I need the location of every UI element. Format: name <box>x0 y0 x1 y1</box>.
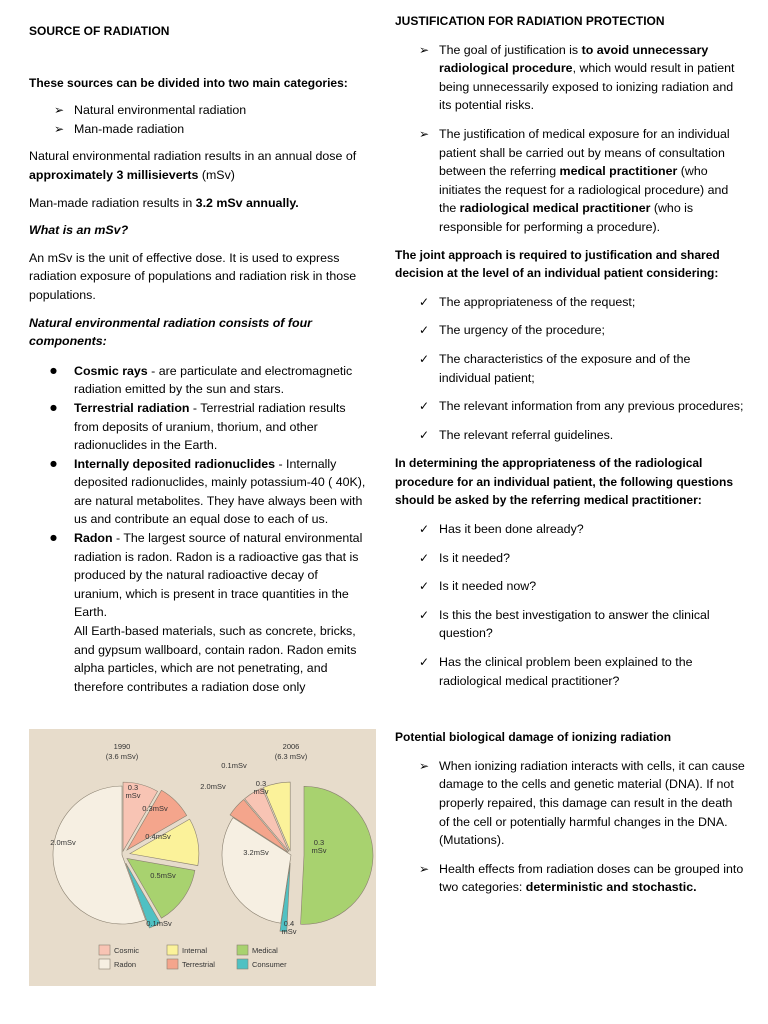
list-item: ➢ Natural environmental radiation <box>74 101 369 120</box>
pie-title: 2006 <box>282 742 300 751</box>
section-title: SOURCE OF RADIATION <box>29 24 170 38</box>
data-label: 0.3 <box>127 783 139 792</box>
pie-charts <box>29 729 376 986</box>
legend-label: Medical <box>252 946 278 955</box>
term: Radon <box>74 531 113 546</box>
data-label: 0.5mSv <box>150 871 176 880</box>
manmade-dose-paragraph <box>29 194 369 213</box>
term: Internally deposited radionuclides <box>74 456 276 471</box>
list-item <box>439 125 745 237</box>
pie-slice-medical <box>301 786 373 924</box>
joint-list <box>439 293 745 445</box>
legend-swatch-internal <box>167 945 178 955</box>
msv-answer: An mSv is the unit of effective dose. It is used to express radiation exposure of populations and radiation risk in those populations. <box>29 250 357 302</box>
left-column <box>29 22 369 696</box>
list-item: ✓ The relevant information from any previous procedures; <box>439 397 745 416</box>
desc: - are particulate and electromagnetic radiation emitted by the sun and stars. <box>74 363 353 397</box>
categories-heading: These sources can be divided into two main categories: <box>29 75 348 90</box>
data-label: 0.1mSv <box>221 761 247 770</box>
radon-extra: All Earth-based materials, such as concrete, bricks, and gypsum wallboard, contain radon. Radon emits alpha particles, which are not penetrating, and therefore contributes a radiation dose only <box>74 624 357 694</box>
right-column <box>395 12 745 897</box>
data-label: mSv <box>281 927 297 936</box>
joint-heading: The joint approach is required to justification and shared decision at the level of an individual patient considering: <box>395 247 720 281</box>
natural-dose-paragraph <box>29 147 369 184</box>
list-item: ✓ Has it been done already? <box>439 520 745 539</box>
list-item <box>74 399 369 455</box>
list-item: ✓ The urgency of the procedure; <box>439 321 745 340</box>
list-item <box>74 529 369 696</box>
chart-legend <box>99 945 287 969</box>
categories-list <box>74 101 369 138</box>
appropriateness-heading: In determining the appropriateness of the radiological procedure for an individual patient, the following questions should be asked by the referring medical practitioner: <box>395 456 734 508</box>
list-item: ✓ The characteristics of the exposure and of the individual patient; <box>439 350 745 387</box>
text: Natural environmental radiation results in an annual dose of <box>29 149 357 164</box>
legend-label: Consumer <box>252 960 287 969</box>
data-label: 0.4mSv <box>145 832 171 841</box>
data-label: mSv <box>253 787 269 796</box>
data-label: 0.3 <box>313 838 325 847</box>
list-item: ✓ Has the clinical problem been explained to the radiological medical practitioner? <box>439 653 745 690</box>
desc: - Internally deposited radionuclides, mainly potassium-40 ( 40K), are natural metabolites. They have always been with us and contribute an equal dose to each of us. <box>74 456 366 527</box>
text: The justification of medical exposure for an individual patient shall be carried out by means of consultation between the referring <box>439 126 730 179</box>
components-list <box>74 362 369 697</box>
text: The goal of justification is <box>439 42 582 57</box>
list-item: ✓ Is this the best investigation to answer the clinical question? <box>439 606 745 643</box>
data-label: 0.1mSv <box>146 919 172 928</box>
msv-question: What is an mSv? <box>29 223 129 238</box>
list-item <box>74 455 369 529</box>
desc: - Terrestrial radiation results from deposits of uranium, thorium, and other radionuclides in the Earth. <box>74 400 346 453</box>
term: Cosmic rays <box>74 363 148 378</box>
justification-list <box>439 41 745 237</box>
emphasis: 3.2 mSv annually. <box>195 195 299 210</box>
emphasis: radiological medical practitioner <box>459 201 651 216</box>
term: Terrestrial radiation <box>74 400 190 415</box>
text: Health effects from radiation doses can be grouped into two categories: <box>439 861 744 895</box>
emphasis: deterministic and stochastic. <box>525 880 697 895</box>
list-item: ✓ Is it needed? <box>439 549 745 568</box>
pie-subtitle: (3.6 mSv) <box>105 752 139 761</box>
pie-subtitle: (6.3 mSv) <box>274 752 308 761</box>
pie-title: 1990 <box>113 742 131 751</box>
list-item: ➢ Man-made radiation <box>74 120 369 139</box>
legend-swatch-terrestrial <box>167 959 178 969</box>
emphasis: to avoid unnecessary radiological procedure <box>439 42 709 76</box>
questions-list <box>439 520 745 690</box>
legend-label: Cosmic <box>114 946 140 955</box>
legend-swatch-cosmic <box>99 945 110 955</box>
legend-swatch-radon <box>99 959 110 969</box>
list-item <box>439 41 745 115</box>
pie-chart-2006 <box>200 742 373 936</box>
data-label: 0.4 <box>283 919 295 928</box>
legend-swatch-consumer <box>237 959 248 969</box>
components-heading: Natural environmental radiation consists of four components: <box>29 315 312 349</box>
biological-heading: Potential biological damage of ionizing radiation <box>395 730 672 745</box>
desc: - The largest source of natural environmental radiation is radon. Radon is a radioactive gas that is produced by the natural radioactive decay of uranium, which is present in trace quantities in the Earth. <box>74 531 363 620</box>
data-label: 2.0mSv <box>200 782 226 791</box>
data-label: 2.0mSv <box>50 838 76 847</box>
text: (who initiates the request for a radiological procedure) and the <box>439 164 729 216</box>
biological-list <box>439 757 745 897</box>
pie-chart-1990 <box>50 742 199 928</box>
legend-label: Terrestrial <box>182 960 215 969</box>
data-label: 0.3 <box>255 779 267 788</box>
justification-title: JUSTIFICATION FOR RADIATION PROTECTION <box>395 14 665 28</box>
list-item <box>74 362 369 399</box>
emphasis: medical practitioner <box>559 164 678 179</box>
list-item: ✓ The appropriateness of the request; <box>439 293 745 312</box>
data-label: 3.2mSv <box>243 848 269 857</box>
text: , which would result in patient being unnecessarily exposed to ionizing radiation and its potential risks. <box>439 61 735 113</box>
emphasis: approximately 3 millisieverts <box>29 167 199 182</box>
dose-comparison-figure <box>29 729 376 986</box>
legend-label: Internal <box>182 946 208 955</box>
list-item: ✓ Is it needed now? <box>439 577 745 596</box>
text: Man-made radiation results in <box>29 195 196 210</box>
list-item <box>439 860 745 897</box>
list-item: ✓ The relevant referral guidelines. <box>439 426 745 445</box>
data-label: 0.3mSv <box>142 804 168 813</box>
text: (mSv) <box>198 167 235 182</box>
legend-label: Radon <box>114 960 137 969</box>
text: (who is responsible for performing a procedure). <box>439 201 694 234</box>
legend-swatch-medical <box>237 945 248 955</box>
data-label: mSv <box>311 846 327 855</box>
list-item: ➢ When ionizing radiation interacts with cells, it can cause damage to the cells and genetic material (DNA). If not properly repaired, this damage can result in the death of the cell or potentially harmful changes in the DNA. (Mutations). <box>439 757 745 850</box>
data-label: mSv <box>125 791 141 800</box>
